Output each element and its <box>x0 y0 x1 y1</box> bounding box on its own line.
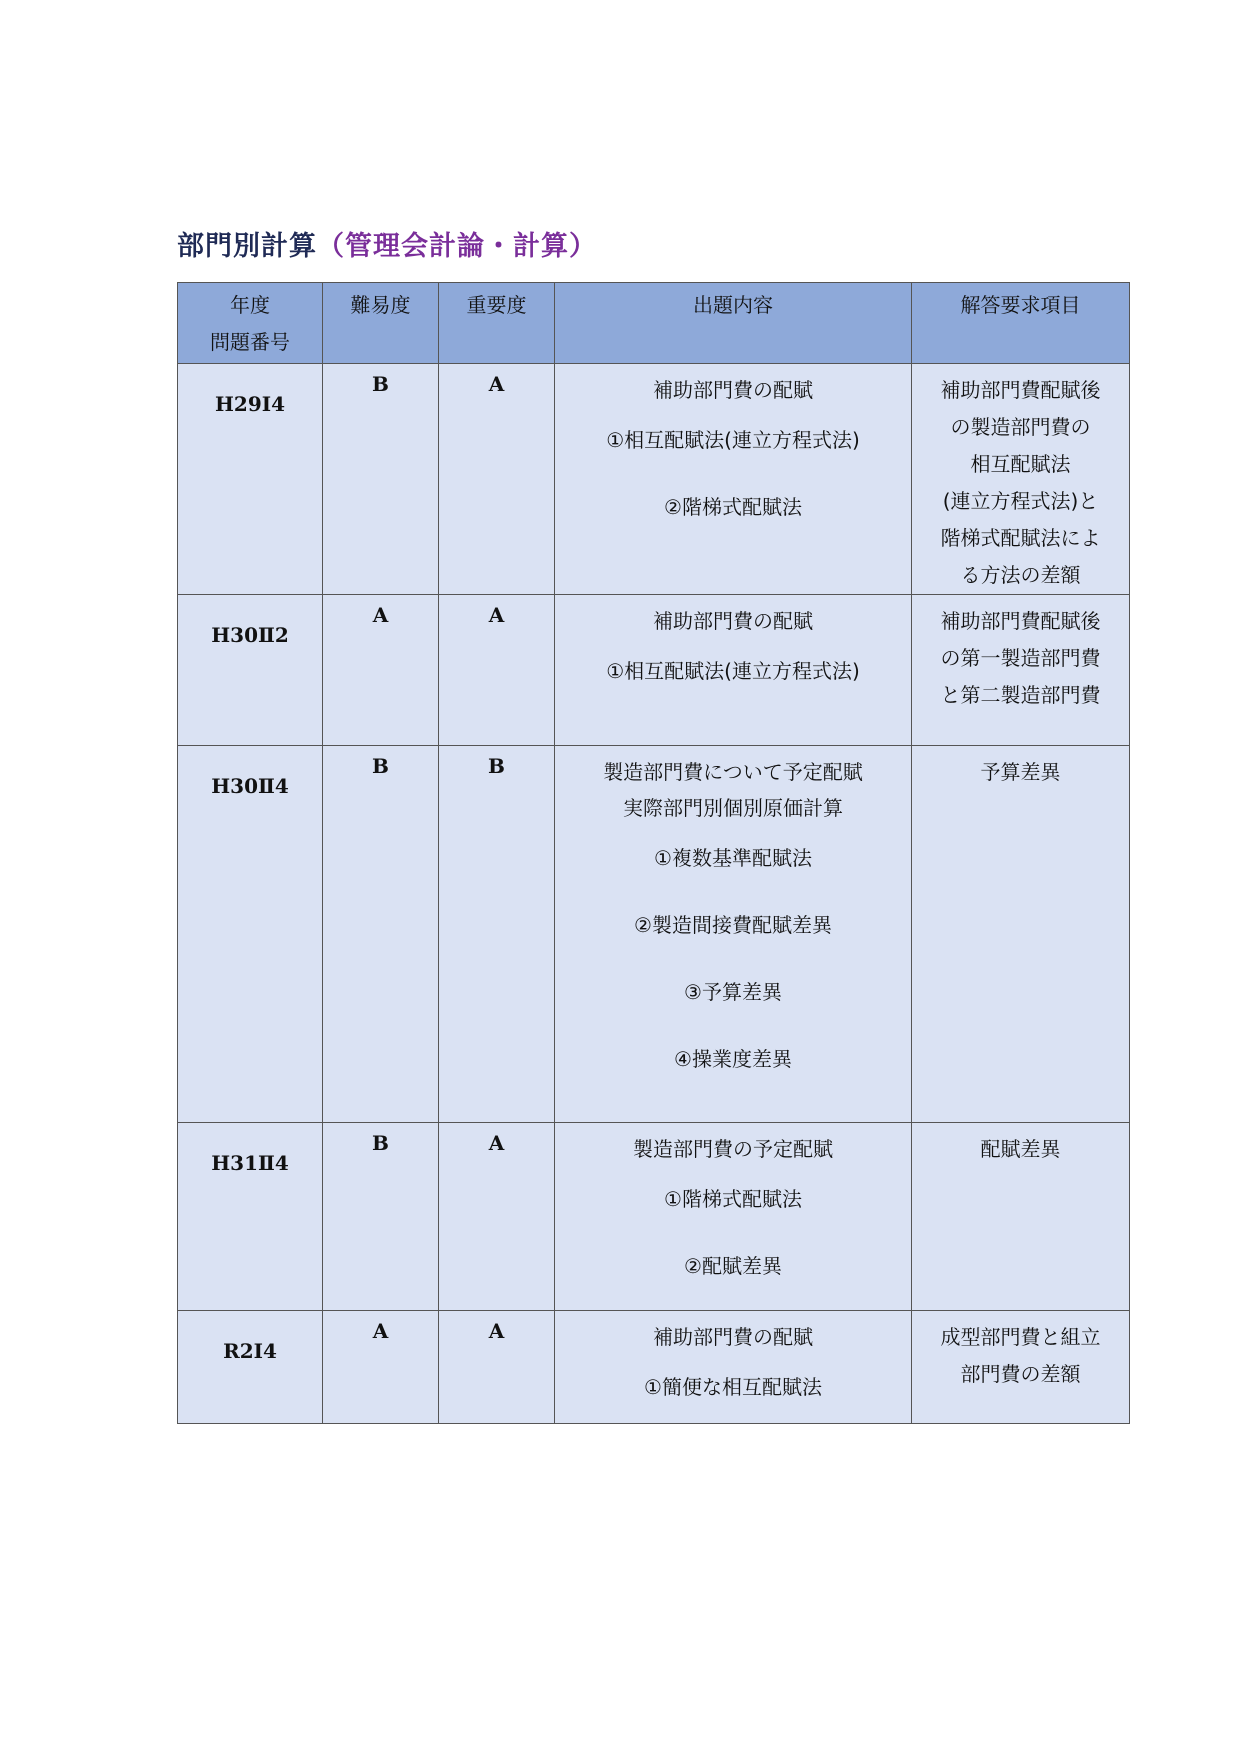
importance-cell <box>439 746 555 1123</box>
difficulty-value: B <box>372 754 389 778</box>
title-subtitle: （管理会計論・計算） <box>317 231 597 262</box>
content-item: ④操業度差異 <box>674 1047 792 1071</box>
year-cell <box>178 1311 323 1424</box>
answer-line: 部門費の差額 <box>960 1362 1081 1386</box>
importance-value: B <box>488 754 505 778</box>
difficulty-value: B <box>372 1131 389 1155</box>
content-item: ②製造間接費配賦差異 <box>634 913 832 937</box>
answer-lines <box>912 746 1129 791</box>
answer-cell <box>912 1311 1130 1424</box>
difficulty-cell <box>323 1123 439 1311</box>
answer-line: 相互配賦法 <box>970 452 1071 476</box>
answer-line: る方法の差額 <box>960 563 1081 587</box>
importance-value: A <box>488 1319 505 1343</box>
content-lines <box>555 595 911 689</box>
title-main: 部門別計算 <box>177 231 317 262</box>
content-lines <box>555 1311 911 1405</box>
answer-cell <box>912 364 1130 595</box>
year-label: H30Ⅱ4 <box>211 774 289 798</box>
importance-cell <box>439 364 555 595</box>
answer-line: 予算差異 <box>980 760 1061 784</box>
answer-line: 階梯式配賦法によ <box>940 526 1101 550</box>
difficulty-value: A <box>372 1319 389 1343</box>
table-row <box>178 1123 1130 1311</box>
answer-cell <box>912 595 1130 746</box>
answer-lines <box>912 1311 1129 1393</box>
content-heading: 補助部門費の配賦 <box>653 609 813 633</box>
content-cell <box>555 364 912 595</box>
content-item: ①相互配賦法(連立方程式法) <box>606 659 860 683</box>
importance-cell <box>439 1311 555 1424</box>
year-cell <box>178 364 323 595</box>
year-cell <box>178 1123 323 1311</box>
header-year <box>178 283 323 364</box>
table-header-row <box>178 283 1130 364</box>
content-lines <box>555 1123 911 1284</box>
answer-line: 補助部門費配賦後 <box>940 378 1101 402</box>
header-content: 出題内容 <box>555 283 912 364</box>
content-item: ②階梯式配賦法 <box>664 495 802 519</box>
content-heading: 製造部門費について予定配賦 <box>603 760 863 784</box>
difficulty-cell <box>323 746 439 1123</box>
content-item: ①簡便な相互配賦法 <box>644 1375 822 1399</box>
importance-cell <box>439 595 555 746</box>
answer-line: 補助部門費配賦後 <box>940 609 1101 633</box>
content-item: ①相互配賦法(連立方程式法) <box>606 428 860 452</box>
answer-cell <box>912 1123 1130 1311</box>
answer-line: と第二製造部門費 <box>940 683 1101 707</box>
difficulty-value: A <box>372 603 389 627</box>
difficulty-cell <box>323 595 439 746</box>
importance-value: A <box>488 1131 505 1155</box>
content-heading: 補助部門費の配賦 <box>653 378 813 402</box>
content-item: ①階梯式配賦法 <box>664 1187 802 1211</box>
content-heading: 補助部門費の配賦 <box>653 1325 813 1349</box>
content-heading: 製造部門費の予定配賦 <box>633 1137 833 1161</box>
content-cell <box>555 1311 912 1424</box>
content-cell <box>555 1123 912 1311</box>
year-label: R2Ⅰ4 <box>223 1339 277 1363</box>
header-importance: 重要度 <box>439 283 555 364</box>
content-item: ②配賦差異 <box>684 1254 782 1278</box>
content-cell <box>555 595 912 746</box>
header-difficulty: 難易度 <box>323 283 439 364</box>
year-label: H30Ⅱ2 <box>211 623 289 647</box>
answer-cell <box>912 746 1130 1123</box>
answer-lines <box>912 595 1129 714</box>
difficulty-cell <box>323 1311 439 1424</box>
table-row <box>178 595 1130 746</box>
content-item: ③予算差異 <box>684 980 782 1004</box>
year-label: H29Ⅰ4 <box>215 392 285 416</box>
page-title <box>177 224 597 263</box>
exam-topics-table <box>177 282 1130 1424</box>
header-year-line2: 問題番号 <box>210 330 290 354</box>
difficulty-value: B <box>372 372 389 396</box>
answer-lines <box>912 364 1129 594</box>
table-row <box>178 1311 1130 1424</box>
year-label: H31Ⅱ4 <box>211 1151 289 1175</box>
answer-line: の製造部門費の <box>950 415 1091 439</box>
year-cell <box>178 595 323 746</box>
answer-lines <box>912 1123 1129 1168</box>
content-heading: 実際部門別個別原価計算 <box>623 796 843 820</box>
answer-line: 成型部門費と組立 <box>940 1325 1101 1349</box>
importance-cell <box>439 1123 555 1311</box>
content-lines <box>555 364 911 525</box>
header-answer: 解答要求項目 <box>912 283 1130 364</box>
content-cell <box>555 746 912 1123</box>
year-cell <box>178 746 323 1123</box>
difficulty-cell <box>323 364 439 595</box>
importance-value: A <box>488 372 505 396</box>
header-year-line1: 年度 <box>230 293 270 317</box>
answer-line: (連立方程式法)と <box>942 489 1099 513</box>
table-row <box>178 746 1130 1123</box>
table-row <box>178 364 1130 595</box>
answer-line: 配賦差異 <box>980 1137 1061 1161</box>
answer-line: の第一製造部門費 <box>940 646 1101 670</box>
content-lines <box>555 746 911 1077</box>
content-item: ①複数基準配賦法 <box>654 846 812 870</box>
importance-value: A <box>488 603 505 627</box>
